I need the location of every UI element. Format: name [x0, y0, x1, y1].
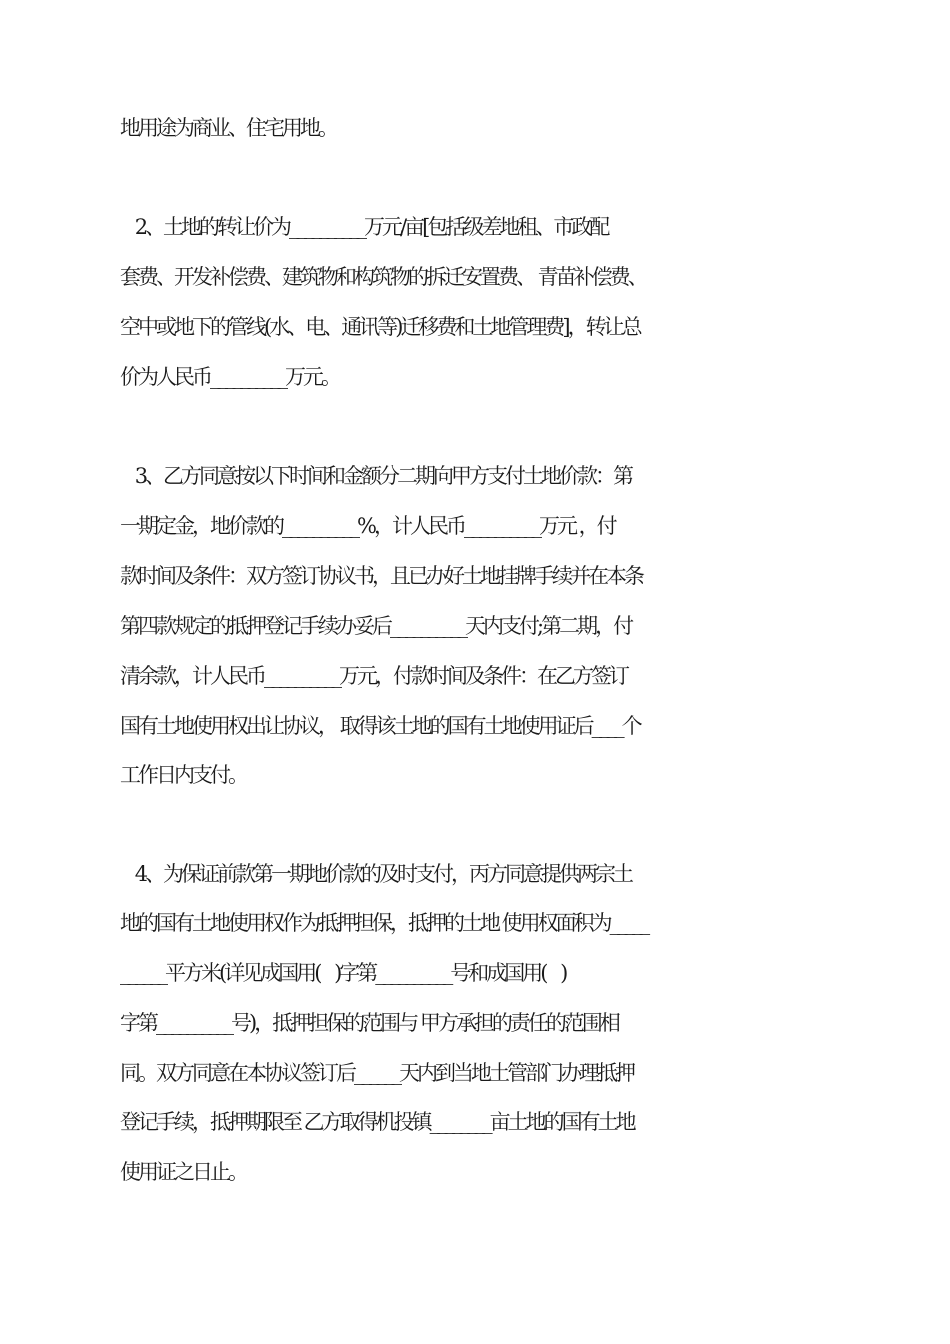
text-line-16: 字第__________号)，抵押担保的范围与 甲方承担的责任的范围相 [120, 1011, 618, 1035]
text-line-15: ______平方米(详见成国用( )字第__________号和成国用( ) [120, 961, 566, 985]
text-line-3: 套费、开发补偿费、建筑物和构筑物的拆迁安置费、 青苗补偿费、 [120, 265, 646, 289]
text-line-12: 工作日内支付。 [120, 763, 246, 787]
text-line-6: 3、乙方同意按以下时间和金额分二期向甲方支付土地价款：第 [120, 464, 632, 488]
text-line-14: 地的国有土地使用权作为抵押担保，抵押的土地 使用权面积为_____ [120, 911, 648, 935]
text-line-1: 地用途为商业、住宅用地。 [120, 116, 336, 140]
text-line-2: 2、土地的转让价为__________万元/亩[包括级差地租、市政配 [120, 215, 608, 239]
text-line-5: 价为人民币__________万元。 [120, 365, 339, 389]
text-line-8: 款时间及条件：双方签订协议书，且已办好土地挂牌手续并在本条 [120, 564, 642, 588]
text-line-11: 国有土地使用权出让协议， 取得该土地的国有土地使用证后____个 [120, 714, 640, 738]
text-line-19: 使用证之日止。 [120, 1160, 246, 1184]
text-line-7: 一期定金，地价款的__________%，计人民币__________万元 ，付 [120, 514, 615, 538]
text-line-18: 登记手续，抵押期限至 乙方取得机投镇________亩土地的国有土地 [120, 1110, 634, 1134]
text-line-13: 4、为保证前款第一期地价款的及时支付，丙方同意提供两宗土 [120, 862, 632, 886]
text-line-9: 第四款规定的抵押登记手续办妥后__________天内支付;第二期，付 [120, 614, 632, 638]
text-line-17: 同。双方同意在本协议签订后______天内到当地土管部门办理抵押 [120, 1061, 633, 1085]
text-line-4: 空中或地下的管线(水、电、通讯等)迁移费和土地管理费]，转让总 [120, 315, 640, 339]
text-line-10: 清余款，计人民币__________万元，付款时间及条件：在乙方签订 [120, 664, 627, 688]
